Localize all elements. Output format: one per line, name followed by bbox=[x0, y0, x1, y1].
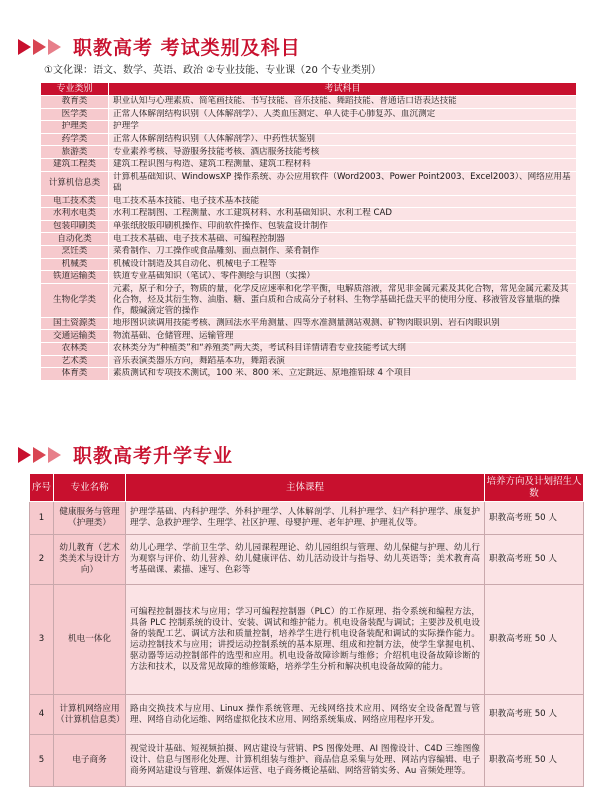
subjects-cell: 建筑工程识图与构造、建筑工程测量、建筑工程材料 bbox=[109, 158, 577, 171]
category-cell: 包装印刷类 bbox=[41, 220, 109, 233]
subjects-cell: 农林类分为“种植类”和“养殖类”两大类，考试科目详情请看专业技能考试大纲 bbox=[109, 342, 577, 355]
subjects-cell: 正常人体解剖结构识别（人体解剖学）、人类血压测定、单人徒手心肺复苏、血沉测定 bbox=[109, 108, 577, 121]
category-cell: 体育类 bbox=[41, 368, 109, 381]
category-cell: 电工技术类 bbox=[41, 195, 109, 208]
no-cell: 3 bbox=[30, 585, 54, 695]
header-category: 专业类别 bbox=[41, 83, 109, 96]
subjects-cell: 地形图识读调用技能考核、测回法水平角测量、四等水准测量测站观测、矿物肉眼识别、岩石肉眼识别 bbox=[109, 317, 577, 330]
category-cell: 机械类 bbox=[41, 258, 109, 271]
subjects-cell: 计算机基础知识、WindowsXP 操作系统、办公应用软件（Word2003、Power Point2003、Excel2003）、网络应用基础 bbox=[109, 171, 577, 195]
header-subjects: 考试科目 bbox=[109, 83, 577, 96]
major-cell: 健康服务与管理（护理类） bbox=[54, 502, 126, 535]
category-cell: 药学类 bbox=[41, 133, 109, 146]
category-cell: 交通运输类 bbox=[41, 330, 109, 343]
category-cell: 建筑工程类 bbox=[41, 158, 109, 171]
table-row bbox=[41, 245, 577, 258]
table-row bbox=[41, 271, 577, 284]
table-header-row bbox=[41, 83, 577, 96]
no-cell: 2 bbox=[30, 535, 54, 585]
subjects-cell: 铁道专业基础知识（笔试）、零件测绘与识图（实操） bbox=[109, 271, 577, 284]
table-row bbox=[41, 330, 577, 343]
category-cell: 水利水电类 bbox=[41, 208, 109, 221]
no-cell: 4 bbox=[30, 695, 54, 735]
table-row bbox=[41, 195, 577, 208]
table-row bbox=[30, 695, 584, 735]
category-cell: 烹饪类 bbox=[41, 245, 109, 258]
table-row bbox=[41, 158, 577, 171]
exam-subjects-body bbox=[41, 96, 577, 381]
category-cell: 农林类 bbox=[41, 342, 109, 355]
subjects-cell: 音乐表演类器乐方向，舞蹈基本功，舞蹈表演 bbox=[109, 355, 577, 368]
triple-arrow-icon bbox=[18, 39, 61, 55]
subjects-cell: 电工技术基本技能、电子技术基本技能 bbox=[109, 195, 577, 208]
subjects-cell: 职业认知与心理素质、简笔画技能、书写技能、音乐技能、舞蹈技能、普通话口语表达技能 bbox=[109, 96, 577, 109]
table-row bbox=[41, 233, 577, 246]
table-row bbox=[41, 342, 577, 355]
table-row bbox=[41, 355, 577, 368]
section1-subtitle: ①文化课：语文、数学、英语、政治 ②专业技能、专业课（20 个专业类别） bbox=[44, 65, 382, 76]
table-row bbox=[30, 502, 584, 535]
major-cell: 电子商务 bbox=[54, 735, 126, 787]
subjects-cell: 元素，原子和分子，物质的量，化学反应速率和化学平衡，电解质溶液，常见非金属元素及其化合物，常见金属元素及其化合物，烃及其衍生物、油脂、糖、蛋白质和合成高分子材料、生物学基础托盘天平的使用分度、移液管及容量瓶的操作，酸碱滴定管的操作 bbox=[109, 283, 577, 317]
plan-cell: 职教高考班 50 人 bbox=[485, 735, 584, 787]
subjects-cell: 素质测试和专项技术测试，100 米、800 米、立定跳远、原地推铅球 4 个项目 bbox=[109, 368, 577, 381]
subjects-cell: 专业素养考核、导游服务技能考核、酒店服务技能考核 bbox=[109, 146, 577, 159]
table-row bbox=[41, 208, 577, 221]
header-course: 主体课程 bbox=[126, 474, 485, 502]
table-row bbox=[41, 317, 577, 330]
major-cell: 机电一体化 bbox=[54, 585, 126, 695]
header-plan: 培养方向及计划招生人数 bbox=[485, 474, 584, 502]
category-cell: 教育类 bbox=[41, 96, 109, 109]
table-row bbox=[30, 735, 584, 787]
category-cell: 护理类 bbox=[41, 121, 109, 134]
subjects-cell: 护理学 bbox=[109, 121, 577, 134]
table-row bbox=[41, 171, 577, 195]
table-row bbox=[41, 133, 577, 146]
section1-heading bbox=[18, 33, 301, 60]
exam-subjects-table bbox=[40, 82, 577, 381]
course-cell: 视觉设计基础、短视频拍摄、网店建设与营销、PS 图像处理、AI 图像设计、C4D 三维图像设计、信息与图形化处理、计算机组装与维护、商品信息采集与处理、网站内容编辑、电子商务网站建设与管理、新媒体运营、电子商务概论基础、网络营销实务、Au 音频处理等。 bbox=[126, 735, 485, 787]
subjects-cell: 物流基础、仓储管理、运输管理 bbox=[109, 330, 577, 343]
table-row bbox=[30, 535, 584, 585]
majors-table bbox=[29, 473, 584, 787]
course-cell: 护理学基础、内科护理学、外科护理学、人体解剖学、儿科护理学、妇产科护理学、康复护理学、急救护理学、生理学、社区护理、母婴护理、老年护理、护理礼仪等。 bbox=[126, 502, 485, 535]
category-cell: 计算机信息类 bbox=[41, 171, 109, 195]
table-row bbox=[41, 258, 577, 271]
no-cell: 1 bbox=[30, 502, 54, 535]
course-cell: 可编程控制器技术与应用；学习可编程控制器（PLC）的工作原理、指令系统和编程方法，具备 PLC 控制系统的设计、安装、调试和维护能力。机电设备装配与调试；主要涉及机电设备的装配工艺、调试方法和质量控制，培养学生进行机电设备装配和调试的实际操作能力。运动控制技术与应用；讲授运动控制系统的基本原理、组成和控制方法，使学生掌握电机、驱动器等运动控制部件的选型和应用。机电设备故障诊断与维修；介绍机电设备故障诊断的方法和技术，以及常见故障的维修策略，培养学生分析和解决机电设备故障的能力。 bbox=[126, 585, 485, 695]
table-row bbox=[41, 368, 577, 381]
subjects-cell: 机械设计制造及其自动化、机械电子工程等 bbox=[109, 258, 577, 271]
subjects-cell: 电工技术基础、电子技术基础、可编程控制器 bbox=[109, 233, 577, 246]
table-row bbox=[41, 283, 577, 317]
triple-arrow-icon bbox=[18, 447, 61, 463]
major-cell: 幼儿教育（艺术类美术与设计方向） bbox=[54, 535, 126, 585]
category-cell: 旅游类 bbox=[41, 146, 109, 159]
table-row bbox=[41, 96, 577, 109]
table-row bbox=[41, 146, 577, 159]
table-header-row bbox=[30, 474, 584, 502]
major-cell: 计算机网络应用（计算机信息类） bbox=[54, 695, 126, 735]
table-row bbox=[41, 220, 577, 233]
section2-title: 职教高考升学专业 bbox=[73, 445, 234, 467]
course-cell: 幼儿心理学、学前卫生学、幼儿园课程理论、幼儿园组织与管理、幼儿保健与护理、幼儿行为观察与评价、幼儿营养、幼儿健康评估、幼儿活动设计与指导、幼儿英语等；美术教育高考基础课、素描、速写、色彩等 bbox=[126, 535, 485, 585]
category-cell: 医学类 bbox=[41, 108, 109, 121]
plan-cell: 职教高考班 50 人 bbox=[485, 502, 584, 535]
category-cell: 国土资源类 bbox=[41, 317, 109, 330]
table-row bbox=[41, 121, 577, 134]
plan-cell: 职教高考班 50 人 bbox=[485, 585, 584, 695]
majors-body bbox=[30, 502, 584, 787]
subjects-cell: 菜肴制作、刀工操作或食品雕刻、面点制作、菜肴制作 bbox=[109, 245, 577, 258]
category-cell: 生物化学类 bbox=[41, 283, 109, 317]
table-row bbox=[30, 585, 584, 695]
header-no: 序号 bbox=[30, 474, 54, 502]
header-major: 专业名称 bbox=[54, 474, 126, 502]
subjects-cell: 水利工程制图、工程测量、水工建筑材料、水利基础知识、水利工程 CAD bbox=[109, 208, 577, 221]
category-cell: 铁道运输类 bbox=[41, 271, 109, 284]
subjects-cell: 单张纸胶版印刷机操作、印前软件操作、包装盒设计制作 bbox=[109, 220, 577, 233]
section2-heading bbox=[18, 441, 233, 468]
category-cell: 自动化类 bbox=[41, 233, 109, 246]
category-cell: 艺术类 bbox=[41, 355, 109, 368]
section1-title: 职教高考 考试类别及科目 bbox=[73, 37, 301, 59]
table-row bbox=[41, 108, 577, 121]
plan-cell: 职教高考班 50 人 bbox=[485, 695, 584, 735]
no-cell: 5 bbox=[30, 735, 54, 787]
course-cell: 路由交换技术与应用、Linux 操作系统管理、无线网络技术应用、网络安全设备配置与管理、网络自动化运维、网络虚拟化技术应用、网络系统集成、网络应用程序开发。 bbox=[126, 695, 485, 735]
subjects-cell: 正常人体解剖结构识别（人体解剖学）、中药性状鉴别 bbox=[109, 133, 577, 146]
plan-cell: 职教高考班 50 人 bbox=[485, 535, 584, 585]
